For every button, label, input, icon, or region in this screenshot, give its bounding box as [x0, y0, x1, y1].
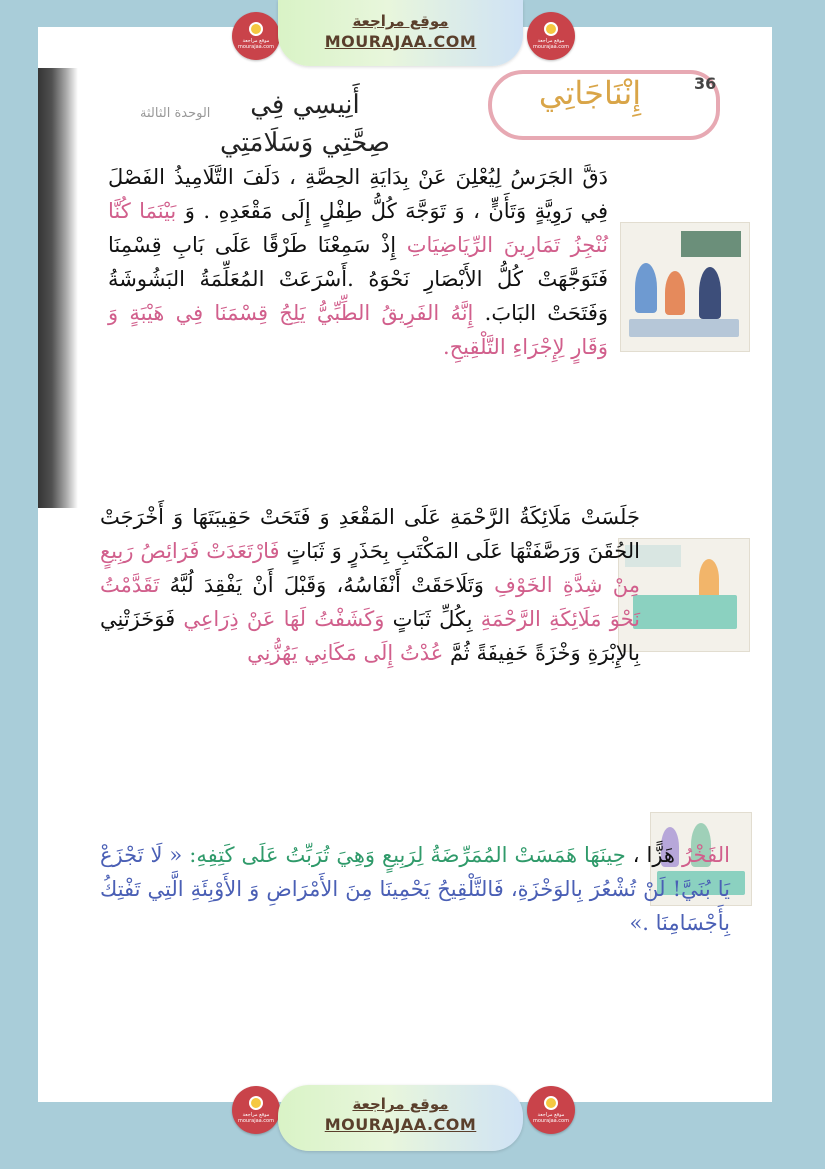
- site-banner-bottom[interactable]: [278, 1085, 523, 1151]
- story-text-pink: فَارْتَعَدَتْ فَرَائِصُ رَبِيعٍ مِنْ شِدَّةِ الخَوْفِ: [100, 539, 640, 597]
- story-text-black: جَلَسَتْ مَلَائِكَةُ الرَّحْمَةِ عَلَى المَقْعَدِ وَ فَتَحَتْ حَقِيبَتَهَا وَ أَخْرَجَتْ الحُقَنَ وَرَصَّفَتْهَا عَلَى المَكْتَبِ بِحَذَرٍ وَ ثَبَاتٍ: [100, 505, 640, 563]
- story-title: [180, 86, 430, 162]
- badge-label-ar: موقع مراجعة: [242, 1112, 270, 1118]
- site-logo-badge-left-bottom: [232, 1086, 280, 1134]
- site-name-en: MOURAJAA.COM: [324, 1115, 477, 1134]
- story-title-line-1: أَنِيسِي فِي: [250, 90, 360, 120]
- badge-label-en: mourajaa.com: [532, 44, 569, 50]
- story-text-black: بِكُلِّ ثَبَاتٍ: [392, 607, 473, 631]
- classroom-illustration: [620, 222, 750, 352]
- site-logo-badge-left-top: [232, 12, 280, 60]
- site-banner-top[interactable]: [278, 0, 523, 66]
- site-name-ar: موقع مراجعة: [352, 1095, 449, 1113]
- badge-label-en: mourajaa.com: [237, 1118, 274, 1124]
- story-text-pink: وَكَشَفْتُ لَهَا عَنْ ذِرَاعِي: [183, 607, 385, 631]
- badge-label-ar: موقع مراجعة: [537, 1112, 565, 1118]
- story-paragraph-3: [100, 500, 640, 670]
- unit-label: الوحدة الثالثة: [140, 106, 211, 121]
- badge-label-ar: موقع مراجعة: [242, 38, 270, 44]
- story-text-black: وَتَلَاحَقَتْ أَنْفَاسُهُ، وَقَبْلَ أَنْ يَفْقِدَ لُبَّهُ: [169, 573, 484, 597]
- story-text-pink: إِنَّهُ الفَرِيقُ الطِّبِّيُّ يَلِجُ قِسْمَنَا فِي هَيْبَةٍ وَ وَقَارٍ لِإِجْرَاءِ التَّلْقِيحِ.: [108, 301, 608, 359]
- story-text-pink: عُدْتُ إِلَى مَكَانِي يَهُزُّنِي: [247, 641, 444, 665]
- scan-shadow-edge: [38, 68, 78, 508]
- story-text-blue-quote: « لَا تَجْزَعْ يَا بُنَيَّ! لَنْ تُشْعُرَ بِالوَخْزَةِ، فَالتَّلْقِيحُ يَحْمِينَا مِنَ الأَمْرَاضِ وَ الأَوْبِئَةِ الَّتِي تَفْتِكُ بِأَجْسَامِنَا .»: [100, 843, 730, 935]
- logo-icon: [544, 1096, 558, 1110]
- site-logo-badge-right-top: [527, 12, 575, 60]
- story-title-line-2: صِحَّتِي وَسَلَامَتِي: [220, 128, 390, 158]
- story-paragraph-1-2: [108, 160, 608, 364]
- badge-label-en: mourajaa.com: [237, 44, 274, 50]
- story-text-green: حِينَهَا هَمَسَتْ المُمَرِّضَةُ لِرَبِيعٍ وَهِيَ تُرَبِّتُ عَلَى كَتِفِهِ:: [189, 843, 626, 867]
- site-name-en: MOURAJAA.COM: [324, 32, 477, 51]
- story-text-black: إِذْ سَمِعْنَا طَرْقًا عَلَى بَابِ قِسْمِنَا فَتَوَجَّهَتْ كُلُّ الأَبْصَارِ نَحْوَهُ .أَسْرَعَتْ المُعَلِّمَةُ البَشُوشَةُ وَفَتَحَتْ البَابَ.: [108, 233, 608, 325]
- logo-icon: [249, 1096, 263, 1110]
- story-text-black: هَزًّا ،: [632, 843, 675, 867]
- logo-icon: [249, 22, 263, 36]
- story-text-pink: تَقَدَّمْتُ نَحْوَ مَلَائِكَةِ الرَّحْمَةِ: [100, 573, 640, 631]
- story-text-pink: الفَخْرُ: [681, 843, 730, 867]
- story-paragraph-4: [100, 838, 730, 940]
- story-text-black: فَوَخَزَتْنِي بِالإِبْرَةِ وَخْزَةً خَفِيفَةً ثُمَّ: [100, 607, 640, 665]
- story-paragraph-1: دَقَّ الجَرَسُ لِيُعْلِنَ عَنْ بِدَايَةِ الحِصَّةِ ، دَلَفَ التَّلَامِيذُ الفَصْلَ فِي رَوِيَّةٍ وَتَأَنٍّ ، وَ تَوَجَّهَ كُلُّ طِفْلٍ إِلَى مَقْعَدِهِ .: [108, 165, 608, 223]
- site-name-ar: موقع مراجعة: [352, 12, 449, 30]
- story-text-pink: بَيْنَمَا كُنَّا نُنْجِزُ تَمَارِينَ الرِّيَاضِيَاتِ: [108, 199, 608, 257]
- badge-label-en: mourajaa.com: [532, 1118, 569, 1124]
- page-number: 36: [694, 74, 717, 93]
- section-title: إِنْنَاجَاتِي: [538, 74, 642, 112]
- site-logo-badge-right-bottom: [527, 1086, 575, 1134]
- badge-label-ar: موقع مراجعة: [537, 38, 565, 44]
- logo-icon: [544, 22, 558, 36]
- story-text-black: وَ: [184, 199, 195, 223]
